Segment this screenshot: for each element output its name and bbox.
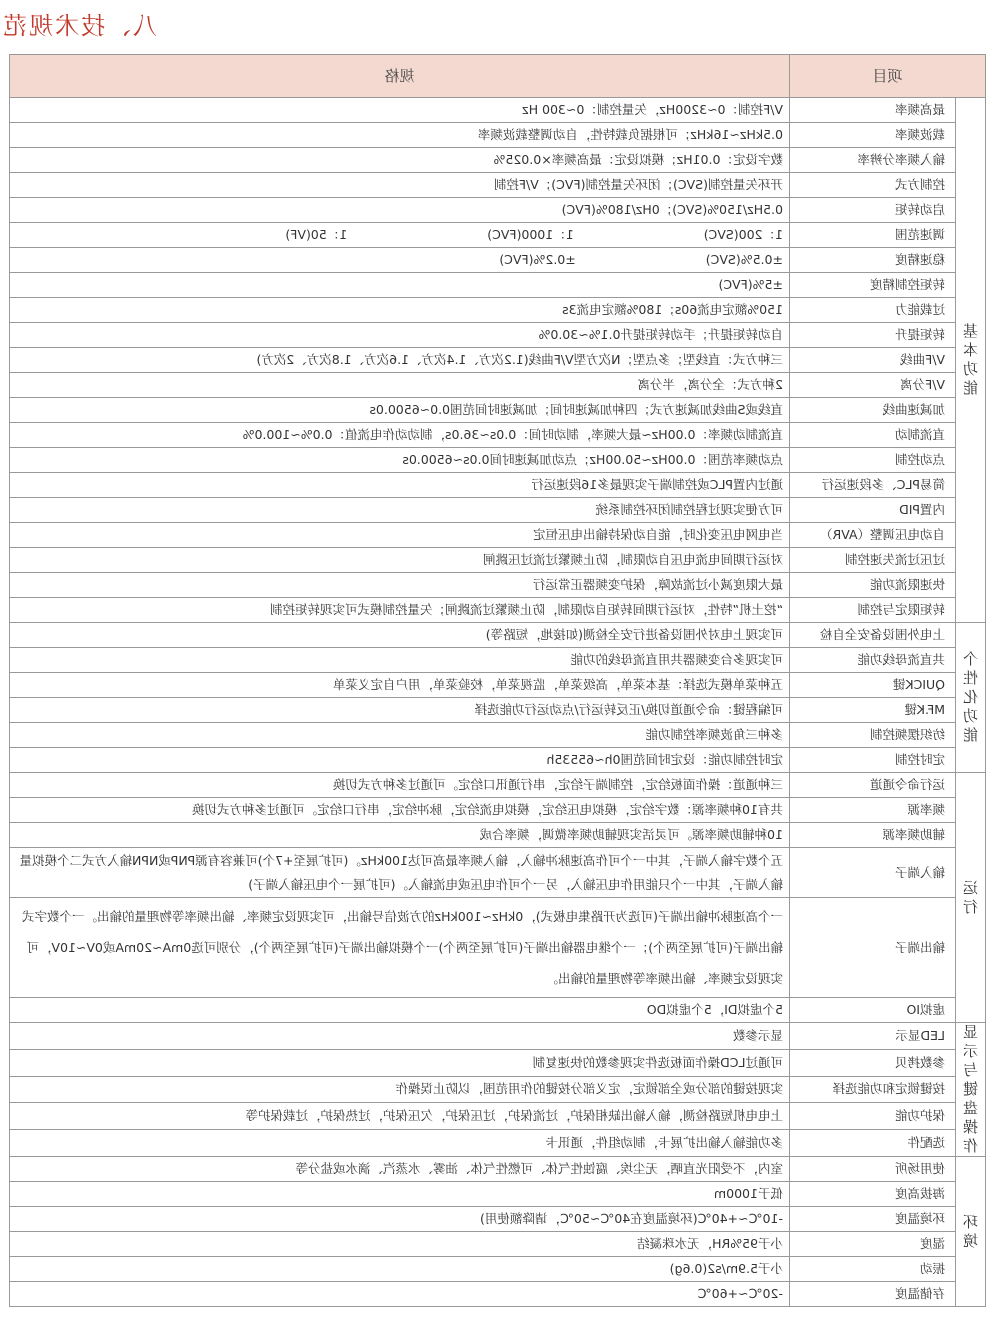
table-row xyxy=(9,898,985,998)
category-cell xyxy=(956,1157,986,1307)
item-cell: 内置PID xyxy=(789,498,955,523)
item-cell: LED显示 xyxy=(789,1023,955,1050)
item-cell: 湿度 xyxy=(789,1232,955,1257)
table-row xyxy=(9,773,985,798)
item-cell: V/F分离 xyxy=(789,373,955,398)
spec-cell: 对运行期间电流电压自动限制，防止频繁过流过压跳闸 xyxy=(9,548,789,573)
spec-cell: 数字设定：0.01Hz；模拟设定：最高频率×0.025% xyxy=(9,148,789,173)
table-row xyxy=(9,648,985,673)
spec-cell: 点动频率范围：0.00Hz~50.00Hz；点动加减速时间0.0s~6500.0s xyxy=(9,448,789,473)
item-cell: 加减速曲线 xyxy=(789,398,955,423)
spec-cell: 可实现多台变频器共用直流母线的功能 xyxy=(9,648,789,673)
item-cell: 自动电压调整（AVR） xyxy=(789,523,955,548)
item-cell: 辅助频率源 xyxy=(789,823,955,848)
table-row xyxy=(9,398,985,423)
spec-cell: 可通过LCD操作面板选件实现参数的快速复制 xyxy=(9,1049,789,1076)
spec-cell: 可方便实现过程控制闭环控制系统 xyxy=(9,498,789,523)
table-row xyxy=(9,1232,985,1257)
spec-value: 1：50(VF) xyxy=(285,227,348,242)
spec-cell: 0.5Hz/150%(SVC)；0Hz/180%(FVC) xyxy=(9,198,789,223)
item-cell: 载波频率 xyxy=(789,123,955,148)
item-cell: 快速限流功能 xyxy=(789,573,955,598)
table-row xyxy=(9,448,985,473)
spec-cell: “挖土机”特性，对运行期间转矩自动限制，防止频繁过流跳闸；矢量控制模式可实现转矩控制 xyxy=(9,598,789,623)
table-row xyxy=(9,1257,985,1282)
spec-cell: 定时控制功能：设定时间范围0h~65535h xyxy=(9,748,789,773)
table-row xyxy=(9,1182,985,1207)
table-row xyxy=(9,998,985,1023)
spec-cell: 三种方式：直线型；多点型；N次方型V/F曲线(1.2次方、1.4次方、1.6次方、1.8次方、2次方) xyxy=(9,348,789,373)
item-cell: 输入端子 xyxy=(789,848,955,898)
item-cell: 点动控制 xyxy=(789,448,955,473)
item-cell: 保护功能 xyxy=(789,1103,955,1130)
table-row xyxy=(9,598,985,623)
header-spec: 规格 xyxy=(9,55,789,98)
item-cell: 控制方式 xyxy=(789,173,955,198)
spec-cell: 最大限度减小过流故障，保护变频器正常运行 xyxy=(9,573,789,598)
table-row xyxy=(9,248,985,273)
category-label: 环境 xyxy=(963,1212,979,1250)
spec-cell: 当电网电压变化时，能自动保持输出电压恒定 xyxy=(9,523,789,548)
item-cell: 振动 xyxy=(789,1257,955,1282)
table-row xyxy=(9,173,985,198)
spec-cell: 室内，不受阳光直晒，无尘埃、腐蚀性气体、可燃性气体、油雾、水蒸汽、滴水或盐分等 xyxy=(9,1157,789,1182)
spec-cell: 共有10种频率源：数字给定，模拟电压给定，模拟电流给定，脉冲给定，串行口给定。可通过多种方式切换 xyxy=(9,798,789,823)
table-row xyxy=(9,423,985,448)
spec-cell: 0.5kHz~16kHz；可根据负载特性，自动调整载波频率 xyxy=(9,123,789,148)
item-cell: 海拔高度 xyxy=(789,1182,955,1207)
table-row xyxy=(9,548,985,573)
table-row xyxy=(9,1207,985,1232)
spec-cell: 五种菜单模式选择：基本菜单，高级菜单，监视菜单，校验菜单，用户自定义菜单 xyxy=(9,673,789,698)
spec-cell: 直流制动频率：0.00Hz~最大频率，制动时间：0.0s~36.0s，制动动作电流值：0.0%~100.0% xyxy=(9,423,789,448)
table-row xyxy=(9,323,985,348)
spec-table-body xyxy=(9,98,985,1307)
table-row xyxy=(9,823,985,848)
item-cell: 直流制动 xyxy=(789,423,955,448)
spec-cell: 多种三角波频率控制功能 xyxy=(9,723,789,748)
category-cell xyxy=(956,623,986,773)
item-cell: 定时控制 xyxy=(789,748,955,773)
table-row xyxy=(9,473,985,498)
spec-cell: 显示参数 xyxy=(9,1023,789,1050)
item-cell: 存储温度 xyxy=(789,1282,955,1307)
spec-cell: 一个高速脉冲输出端子(可选为开路集电极式)，0kHz~100kHz的方波信号输出，可实现设定频率、输出频率等物理量的输出。一个数字式输出端子(可扩展至两个)；一个继电器输出端子(可扩展至两个)一个模拟输出端子(可扩展至两个)，分别可选0mA~20mA或0V~10V，可实现设定频率、输出频率等物理量的输出。 xyxy=(9,898,789,998)
spec-value: 1：200(SVC) xyxy=(703,227,783,242)
spec-cell: ±5%(FVC) xyxy=(9,273,789,298)
spec-cell: 五个数字输入端子，其中一个可作高速脉冲输入，输入频率最高可达100kHz。(可扩展至+7个)可兼容有源PNP或NPN输入方式二个模拟量输入端子，其中一个只能用作电压输入，另一个可作电压或电流输入。(可扩展一个电压输入端子) xyxy=(9,848,789,898)
table-row xyxy=(9,98,985,123)
item-cell: 启动转矩 xyxy=(789,198,955,223)
item-cell: 上电外围设备安全自检 xyxy=(789,623,955,648)
spec-cell xyxy=(9,248,789,273)
table-row xyxy=(9,748,985,773)
table-row xyxy=(9,1130,985,1157)
item-cell: 使用场所 xyxy=(789,1157,955,1182)
spec-cell: 5个虚拟DI，5个虚拟DO xyxy=(9,998,789,1023)
spec-cell: 开环矢量控制(SVC)；闭环矢量控制(FVC)；V/F控制 xyxy=(9,173,789,198)
table-row xyxy=(9,798,985,823)
item-cell: 输出端子 xyxy=(789,898,955,998)
spec-cell xyxy=(9,223,789,248)
spec-cell: 直线或S曲线加减速方式；四种加减速时间；加减速时间范围0.0~6500.0s xyxy=(9,398,789,423)
header-item: 项目 xyxy=(789,55,985,98)
table-row xyxy=(9,1282,985,1307)
table-row xyxy=(9,673,985,698)
item-cell: 虚拟IO xyxy=(789,998,955,1023)
category-label: 个性化功能 xyxy=(963,650,979,744)
item-cell: 环境温度 xyxy=(789,1207,955,1232)
table-row xyxy=(9,1157,985,1182)
table-row xyxy=(9,523,985,548)
item-cell: 转矩提升 xyxy=(789,323,955,348)
item-cell: QUICK键 xyxy=(789,673,955,698)
table-row xyxy=(9,223,985,248)
table-row xyxy=(9,373,985,398)
table-row xyxy=(9,498,985,523)
item-cell: MF.K键 xyxy=(789,698,955,723)
item-cell: 频率源 xyxy=(789,798,955,823)
spec-cell: 低于1000m xyxy=(9,1182,789,1207)
table-row xyxy=(9,573,985,598)
table-row xyxy=(9,623,985,648)
category-cell xyxy=(956,98,986,623)
item-cell: 纺织摆频控制 xyxy=(789,723,955,748)
spec-cell: 可编程键：命令通道切换/正反转运行/点动运行功能选择 xyxy=(9,698,789,723)
item-cell: 共直流母线功能 xyxy=(789,648,955,673)
spec-cell: 上电电机短路检测，输入输出缺相保护，过流保护，过压保护，欠压保护，过热保护，过载保护等 xyxy=(9,1103,789,1130)
header-row xyxy=(9,55,985,98)
category-label: 显示与键盘操作 xyxy=(963,1023,979,1155)
item-cell: 最高频率 xyxy=(789,98,955,123)
spec-cell: -20℃~+60℃ xyxy=(9,1282,789,1307)
item-cell: V/F曲线 xyxy=(789,348,955,373)
category-label: 基本功能 xyxy=(963,322,979,397)
table-row xyxy=(9,723,985,748)
item-cell: 输入频率分辨率 xyxy=(789,148,955,173)
table-row xyxy=(9,848,985,898)
table-row xyxy=(9,273,985,298)
spec-table xyxy=(9,54,986,1307)
item-cell: 选配件 xyxy=(789,1130,955,1157)
spec-cell: 通过内置PLC或控制端子实现最多16段速运行 xyxy=(9,473,789,498)
table-row xyxy=(9,1049,985,1076)
item-cell: 过载能力 xyxy=(789,298,955,323)
spec-cell: 三种通道：操作面板给定，控制端子给定，串行通讯口给定。可通过多种方式切换 xyxy=(9,773,789,798)
item-cell: 参数拷贝 xyxy=(789,1049,955,1076)
table-row xyxy=(9,123,985,148)
item-cell: 转矩控制精度 xyxy=(789,273,955,298)
spec-cell: 小于5.9m/s2(0.6g) xyxy=(9,1257,789,1282)
spec-cell: 小于95%RH，无水珠凝结 xyxy=(9,1232,789,1257)
table-row xyxy=(9,1023,985,1050)
category-label: 运行 xyxy=(963,878,979,916)
table-row xyxy=(9,198,985,223)
spec-value: 1：1000(FVC) xyxy=(487,227,574,242)
spec-value: ±0.2%(FVC) xyxy=(499,252,576,267)
table-row xyxy=(9,348,985,373)
item-cell: 运行命令通道 xyxy=(789,773,955,798)
item-cell: 稳速精度 xyxy=(789,248,955,273)
table-row xyxy=(9,1103,985,1130)
spec-cell: 10种辅助频率源。可灵活实现辅助频率微调，频率合成 xyxy=(9,823,789,848)
item-cell: 转矩限定与控制 xyxy=(789,598,955,623)
item-cell: 简易PLC、多段速运行 xyxy=(789,473,955,498)
category-cell xyxy=(956,1023,986,1157)
spec-cell: 可实现上电对外围设备进行安全检测(如接地，短路等) xyxy=(9,623,789,648)
spec-cell: 实现按键的部分或全部锁定，定义部分按键的作用范围，以防止误操作 xyxy=(9,1076,789,1103)
spec-cell: 2种方式：全分离，半分离 xyxy=(9,373,789,398)
item-cell: 调速范围 xyxy=(789,223,955,248)
spec-cell: -10℃~+40℃(环境温度在40℃~50℃，请降额使用) xyxy=(9,1207,789,1232)
table-row xyxy=(9,1076,985,1103)
spec-cell: 自动转矩提升；手动转矩提升0.1%~30.0% xyxy=(9,323,789,348)
section-title: 八、技术规范 xyxy=(1,12,157,40)
table-row xyxy=(9,148,985,173)
table-row xyxy=(9,298,985,323)
item-cell: 按键锁定和功能选择 xyxy=(789,1076,955,1103)
table-row xyxy=(9,698,985,723)
spec-value: ±0.5%(SVC) xyxy=(705,252,783,267)
spec-cell: 150%额定电流60s；180%额定电流3s xyxy=(9,298,789,323)
spec-cell: 多功能输入输出扩展卡，制动组件，通讯卡 xyxy=(9,1130,789,1157)
spec-cell: V/F控制：0~3200Hz，矢量控制：0~300 Hz xyxy=(9,98,789,123)
item-cell: 过压过流失速控制 xyxy=(789,548,955,573)
category-cell xyxy=(956,773,986,1023)
